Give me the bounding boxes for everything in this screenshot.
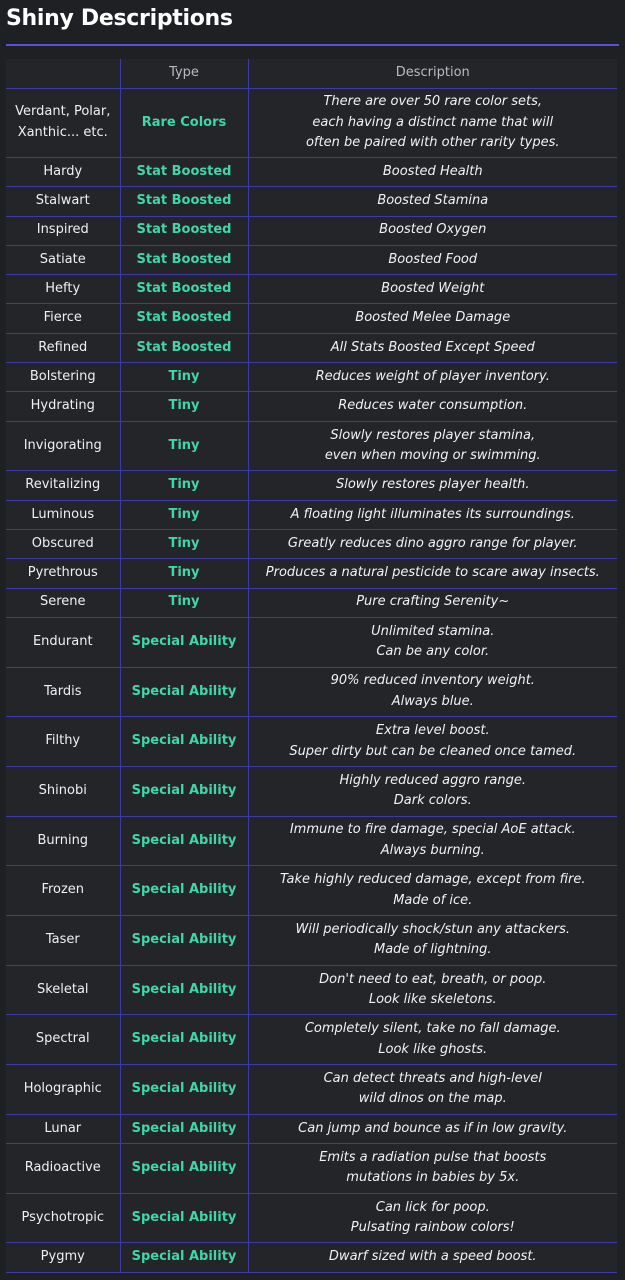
shiny-name-cell: Hardy xyxy=(6,158,120,187)
shiny-type-cell: Stat Boosted xyxy=(120,216,248,245)
shiny-description-cell xyxy=(248,1015,617,1065)
table-row xyxy=(6,866,617,916)
shiny-type-cell: Special Ability xyxy=(120,915,248,965)
shiny-description-cell xyxy=(248,915,617,965)
table-row xyxy=(6,915,617,965)
table-row xyxy=(6,1065,617,1115)
shiny-description-cell xyxy=(248,766,617,816)
description-line: All Stats Boosted Except Speed xyxy=(330,339,535,355)
shiny-type-cell: Special Ability xyxy=(120,667,248,717)
table-row xyxy=(6,275,617,304)
shiny-type-cell: Stat Boosted xyxy=(120,304,248,333)
table-row xyxy=(6,1243,617,1272)
shiny-description-cell xyxy=(248,88,617,158)
table-row xyxy=(6,158,617,187)
shiny-description-cell xyxy=(248,617,617,667)
shiny-name-cell: Invigorating xyxy=(6,421,120,471)
shiny-name-cell: Taser xyxy=(6,915,120,965)
shiny-name-cell: Pygmy xyxy=(6,1243,120,1272)
table-row xyxy=(6,471,617,500)
shiny-table-container xyxy=(6,59,617,1273)
shiny-description-cell xyxy=(248,304,617,333)
shiny-description-cell xyxy=(248,1193,617,1243)
description-line: Greatly reduces dino aggro range for player. xyxy=(287,535,578,551)
table-row xyxy=(6,88,617,158)
shiny-type-cell: Tiny xyxy=(120,529,248,558)
shiny-description-cell xyxy=(248,187,617,216)
shiny-type-cell: Tiny xyxy=(120,500,248,529)
description-line: Can lick for poop. xyxy=(375,1199,490,1215)
shiny-description-cell xyxy=(248,333,617,362)
shiny-type-cell: Special Ability xyxy=(120,1243,248,1272)
shiny-name-cell: Burning xyxy=(6,816,120,866)
description-line: Made of ice. xyxy=(393,892,473,908)
shiny-type-cell: Special Ability xyxy=(120,866,248,916)
table-row xyxy=(6,588,617,617)
description-line: Boosted Stamina xyxy=(377,193,489,209)
shiny-name-cell: Verdant, Polar, Xanthic... etc. xyxy=(6,88,120,158)
table-row xyxy=(6,216,617,245)
description-line: mutations in babies by 5x. xyxy=(346,1170,520,1186)
shiny-description-cell xyxy=(248,275,617,304)
shiny-name-cell: Obscured xyxy=(6,529,120,558)
description-line: Slowly restores player stamina, xyxy=(330,427,536,443)
shiny-type-cell: Special Ability xyxy=(120,816,248,866)
header-description: Description xyxy=(248,59,617,88)
description-line: Slowly restores player health. xyxy=(335,477,530,493)
shiny-name-cell: Filthy xyxy=(6,717,120,767)
shiny-type-cell: Tiny xyxy=(120,471,248,500)
shiny-type-cell: Special Ability xyxy=(120,1144,248,1194)
shiny-description-cell xyxy=(248,1144,617,1194)
shiny-description-cell xyxy=(248,588,617,617)
table-row xyxy=(6,1193,617,1243)
table-row xyxy=(6,965,617,1015)
shiny-type-cell: Tiny xyxy=(120,421,248,471)
description-line: Immune to fire damage, special AoE attack. xyxy=(289,822,576,838)
description-line: Look like skeletons. xyxy=(368,992,497,1007)
description-line: Completely silent, take no fall damage. xyxy=(304,1021,561,1037)
shiny-name-cell: Revitalizing xyxy=(6,471,120,500)
shiny-name-cell: Serene xyxy=(6,588,120,617)
table-row xyxy=(6,500,617,529)
shiny-name-cell: Hefty xyxy=(6,275,120,304)
description-line: Extra level boost. xyxy=(375,723,490,739)
shiny-name-cell: Endurant xyxy=(6,617,120,667)
shiny-description-cell xyxy=(248,471,617,500)
table-row xyxy=(6,559,617,588)
description-line: Pure crafting Serenity~ xyxy=(356,594,510,610)
table-row xyxy=(6,529,617,558)
description-line: Dark colors. xyxy=(393,793,472,809)
description-line: There are over 50 rare color sets, xyxy=(323,94,543,109)
description-line: Will periodically shock/stun any attackers. xyxy=(295,921,571,937)
table-row xyxy=(6,421,617,471)
table-row xyxy=(6,392,617,421)
shiny-description-cell xyxy=(248,1243,617,1272)
shiny-description-cell xyxy=(248,1065,617,1115)
description-line: Can detect threats and high-level xyxy=(323,1070,542,1086)
table-row xyxy=(6,363,617,392)
description-line: Produces a natural pesticide to scare away insects. xyxy=(265,565,600,581)
shiny-name-cell: Fierce xyxy=(6,304,120,333)
description-line: A floating light illuminates its surroundings. xyxy=(290,506,575,522)
shiny-description-cell xyxy=(248,717,617,767)
description-line: Look like ghosts. xyxy=(378,1041,488,1057)
shiny-name-cell: Psychotropic xyxy=(6,1193,120,1243)
description-line: 90% reduced inventory weight. xyxy=(330,673,535,689)
shiny-type-cell: Special Ability xyxy=(120,1065,248,1115)
description-line: wild dinos on the map. xyxy=(358,1091,507,1107)
shiny-name-cell: Shinobi xyxy=(6,766,120,816)
shiny-name-cell: Lunar xyxy=(6,1114,120,1143)
description-line: Boosted Oxygen xyxy=(379,222,487,238)
shiny-name-cell: Radioactive xyxy=(6,1144,120,1194)
description-line: Emits a radiation pulse that boosts xyxy=(319,1149,547,1165)
shiny-type-cell: Stat Boosted xyxy=(120,187,248,216)
description-line: Super dirty but can be cleaned once tamed. xyxy=(289,743,577,759)
table-row xyxy=(6,766,617,816)
page-header xyxy=(6,0,619,46)
shiny-description-cell xyxy=(248,816,617,866)
shiny-type-cell: Special Ability xyxy=(120,1193,248,1243)
shiny-description-cell xyxy=(248,500,617,529)
description-line: Always blue. xyxy=(391,693,474,709)
description-line: Boosted Health xyxy=(382,163,483,179)
shiny-type-cell: Special Ability xyxy=(120,766,248,816)
description-line: Boosted Weight xyxy=(381,281,485,297)
description-line: Reduces water consumption. xyxy=(338,398,528,414)
table-row xyxy=(6,304,617,333)
shiny-description-cell xyxy=(248,1114,617,1143)
table-row xyxy=(6,1114,617,1143)
description-line: Unlimited stamina. xyxy=(371,623,495,639)
description-line: even when moving or swimming. xyxy=(324,448,541,464)
shiny-description-cell xyxy=(248,667,617,717)
shiny-name-cell: Tardis xyxy=(6,667,120,717)
shiny-name-cell: Hydrating xyxy=(6,392,120,421)
description-line: each having a distinct name that will xyxy=(312,114,554,130)
shiny-type-cell: Tiny xyxy=(120,588,248,617)
shiny-type-cell: Stat Boosted xyxy=(120,333,248,362)
description-line: Can jump and bounce as if in low gravity. xyxy=(298,1120,568,1136)
shiny-description-cell xyxy=(248,363,617,392)
shiny-type-cell: Special Ability xyxy=(120,1015,248,1065)
table-header-row xyxy=(6,59,617,88)
shiny-description-cell xyxy=(248,158,617,187)
shiny-name-cell: Luminous xyxy=(6,500,120,529)
table-row xyxy=(6,1144,617,1194)
table-row xyxy=(6,245,617,274)
shiny-name-cell: Pyrethrous xyxy=(6,559,120,588)
shiny-description-cell xyxy=(248,965,617,1015)
shiny-type-cell: Tiny xyxy=(120,363,248,392)
description-line: Always burning. xyxy=(380,842,485,858)
description-line: Don't need to eat, breath, or poop. xyxy=(319,971,547,987)
header-name xyxy=(6,59,120,88)
description-line: Can be any color. xyxy=(376,644,490,660)
description-line: Boosted Food xyxy=(388,251,478,267)
page-title: Shiny Descriptions xyxy=(6,6,233,31)
table-row xyxy=(6,717,617,767)
shiny-description-cell xyxy=(248,216,617,245)
table-row xyxy=(6,816,617,866)
description-line: Boosted Melee Damage xyxy=(355,310,511,326)
shiny-description-cell xyxy=(248,392,617,421)
shiny-type-cell: Special Ability xyxy=(120,617,248,667)
table-row xyxy=(6,617,617,667)
shiny-name-cell: Holographic xyxy=(6,1065,120,1115)
shiny-name-cell: Satiate xyxy=(6,245,120,274)
description-line: Dwarf sized with a speed boost. xyxy=(328,1249,537,1265)
description-line: Reduces weight of player inventory. xyxy=(315,368,550,384)
shiny-description-cell xyxy=(248,529,617,558)
shiny-name-cell: Refined xyxy=(6,333,120,362)
shiny-type-cell: Special Ability xyxy=(120,965,248,1015)
description-line: Made of lightning. xyxy=(373,942,492,958)
shiny-name-cell: Stalwart xyxy=(6,187,120,216)
shiny-name-cell: Spectral xyxy=(6,1015,120,1065)
description-line: Pulsating rainbow colors! xyxy=(350,1220,515,1236)
shiny-type-cell: Stat Boosted xyxy=(120,275,248,304)
shiny-type-cell: Special Ability xyxy=(120,1114,248,1143)
shiny-type-cell: Rare Colors xyxy=(120,88,248,158)
shiny-type-cell: Special Ability xyxy=(120,717,248,767)
table-row xyxy=(6,333,617,362)
table-row xyxy=(6,667,617,717)
shiny-description-cell xyxy=(248,559,617,588)
shiny-type-cell: Tiny xyxy=(120,392,248,421)
shiny-name-cell: Frozen xyxy=(6,866,120,916)
table-row xyxy=(6,187,617,216)
shiny-type-cell: Tiny xyxy=(120,559,248,588)
shiny-description-cell xyxy=(248,866,617,916)
shiny-descriptions-table xyxy=(6,59,617,1273)
table-row xyxy=(6,1015,617,1065)
shiny-name-cell: Skeletal xyxy=(6,965,120,1015)
header-type: Type xyxy=(120,59,248,88)
shiny-description-cell xyxy=(248,421,617,471)
shiny-name-cell: Inspired xyxy=(6,216,120,245)
table-body xyxy=(6,88,617,1272)
shiny-description-cell xyxy=(248,245,617,274)
description-line: Take highly reduced damage, except from fire. xyxy=(279,872,586,888)
shiny-type-cell: Stat Boosted xyxy=(120,158,248,187)
description-line: Highly reduced aggro range. xyxy=(339,772,526,788)
shiny-name-cell: Bolstering xyxy=(6,363,120,392)
description-line: often be paired with other rarity types. xyxy=(305,135,560,150)
shiny-type-cell: Stat Boosted xyxy=(120,245,248,274)
